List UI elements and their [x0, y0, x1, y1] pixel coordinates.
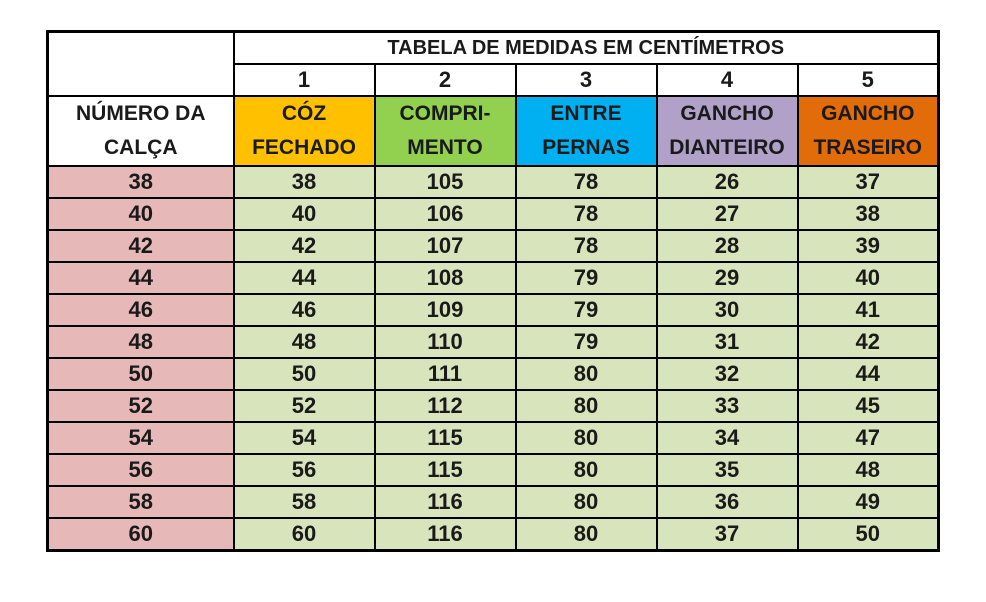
row-header-line: NÚMERO DA — [76, 102, 206, 125]
measure-cell: 80 — [516, 358, 657, 390]
measure-cell: 115 — [375, 454, 516, 486]
measure-cell: 39 — [798, 230, 939, 262]
size-cell: 46 — [48, 294, 234, 326]
measure-cell: 37 — [657, 518, 798, 551]
table-title: TABELA DE MEDIDAS EM CENTÍMETROS — [234, 32, 939, 65]
header-row — [48, 96, 939, 166]
measure-cell: 50 — [234, 358, 375, 390]
table-row — [48, 230, 939, 262]
size-cell: 48 — [48, 326, 234, 358]
measure-cell: 56 — [234, 454, 375, 486]
measure-cell: 107 — [375, 230, 516, 262]
size-cell: 38 — [48, 166, 234, 198]
measure-cell: 115 — [375, 422, 516, 454]
measure-cell: 54 — [234, 422, 375, 454]
size-cell: 58 — [48, 486, 234, 518]
measure-cell: 35 — [657, 454, 798, 486]
measure-cell: 44 — [798, 358, 939, 390]
measure-cell: 78 — [516, 230, 657, 262]
measure-cell: 30 — [657, 294, 798, 326]
measure-cell: 33 — [657, 390, 798, 422]
measurements-table — [46, 30, 940, 552]
measure-cell: 26 — [657, 166, 798, 198]
measure-cell: 42 — [798, 326, 939, 358]
measure-cell: 111 — [375, 358, 516, 390]
column-number: 1 — [234, 64, 375, 96]
row-header-line: CALÇA — [104, 136, 178, 159]
column-number: 3 — [516, 64, 657, 96]
measure-cell: 34 — [657, 422, 798, 454]
measure-cell: 60 — [234, 518, 375, 551]
row-header-cell — [48, 96, 234, 166]
measure-cell: 48 — [798, 454, 939, 486]
size-cell: 60 — [48, 518, 234, 551]
table-row — [48, 390, 939, 422]
measure-cell: 80 — [516, 518, 657, 551]
measure-cell: 36 — [657, 486, 798, 518]
measure-cell: 32 — [657, 358, 798, 390]
size-cell: 42 — [48, 230, 234, 262]
header-line: TRASEIRO — [813, 136, 922, 159]
measure-cell: 78 — [516, 166, 657, 198]
measure-cell: 105 — [375, 166, 516, 198]
measure-cell: 46 — [234, 294, 375, 326]
measure-cell: 45 — [798, 390, 939, 422]
table-row — [48, 198, 939, 230]
measure-cell: 31 — [657, 326, 798, 358]
size-cell: 54 — [48, 422, 234, 454]
corner-cell — [48, 32, 234, 97]
measure-cell: 49 — [798, 486, 939, 518]
measure-cell: 58 — [234, 486, 375, 518]
measure-cell: 79 — [516, 326, 657, 358]
measure-cell: 37 — [798, 166, 939, 198]
measure-cell: 38 — [798, 198, 939, 230]
table-row — [48, 262, 939, 294]
table-row — [48, 294, 939, 326]
header-line: GANCHO — [680, 102, 774, 125]
measure-cell: 78 — [516, 198, 657, 230]
measure-cell: 79 — [516, 262, 657, 294]
size-cell: 50 — [48, 358, 234, 390]
header-entre-pernas — [516, 96, 657, 166]
table-row — [48, 326, 939, 358]
measure-cell: 109 — [375, 294, 516, 326]
measure-cell: 52 — [234, 390, 375, 422]
measure-cell: 29 — [657, 262, 798, 294]
table-row — [48, 358, 939, 390]
measure-cell: 50 — [798, 518, 939, 551]
measure-cell: 80 — [516, 422, 657, 454]
measure-cell: 106 — [375, 198, 516, 230]
measure-cell: 80 — [516, 486, 657, 518]
size-cell: 56 — [48, 454, 234, 486]
measure-cell: 40 — [798, 262, 939, 294]
size-cell: 44 — [48, 262, 234, 294]
header-comprimento — [375, 96, 516, 166]
measure-cell: 110 — [375, 326, 516, 358]
header-line: MENTO — [407, 136, 483, 159]
table-row — [48, 486, 939, 518]
title-row — [48, 32, 939, 65]
size-chart — [46, 30, 940, 552]
table-row — [48, 454, 939, 486]
measure-cell: 38 — [234, 166, 375, 198]
measure-cell: 108 — [375, 262, 516, 294]
measure-cell: 48 — [234, 326, 375, 358]
measure-cell: 80 — [516, 454, 657, 486]
measure-cell: 42 — [234, 230, 375, 262]
size-cell: 40 — [48, 198, 234, 230]
table-row — [48, 422, 939, 454]
measure-cell: 47 — [798, 422, 939, 454]
column-number: 2 — [375, 64, 516, 96]
header-line: CÓZ — [281, 102, 327, 125]
measure-cell: 80 — [516, 390, 657, 422]
size-cell: 52 — [48, 390, 234, 422]
measure-cell: 27 — [657, 198, 798, 230]
measure-cell: 44 — [234, 262, 375, 294]
header-coz-fechado — [234, 96, 375, 166]
measure-cell: 116 — [375, 486, 516, 518]
table-row — [48, 166, 939, 198]
measure-cell: 40 — [234, 198, 375, 230]
header-line: COMPRI- — [399, 102, 491, 125]
measure-cell: 116 — [375, 518, 516, 551]
measure-cell: 28 — [657, 230, 798, 262]
header-line: FECHADO — [252, 136, 356, 159]
header-gancho-dianteiro — [657, 96, 798, 166]
header-line: ENTRE — [550, 102, 622, 125]
measure-cell: 112 — [375, 390, 516, 422]
table-row — [48, 518, 939, 551]
column-number: 4 — [657, 64, 798, 96]
measure-cell: 79 — [516, 294, 657, 326]
column-number: 5 — [798, 64, 939, 96]
header-gancho-traseiro — [798, 96, 939, 166]
header-line: PERNAS — [542, 136, 630, 159]
measure-cell: 41 — [798, 294, 939, 326]
header-line: GANCHO — [821, 102, 915, 125]
header-line: DIANTEIRO — [669, 136, 785, 159]
